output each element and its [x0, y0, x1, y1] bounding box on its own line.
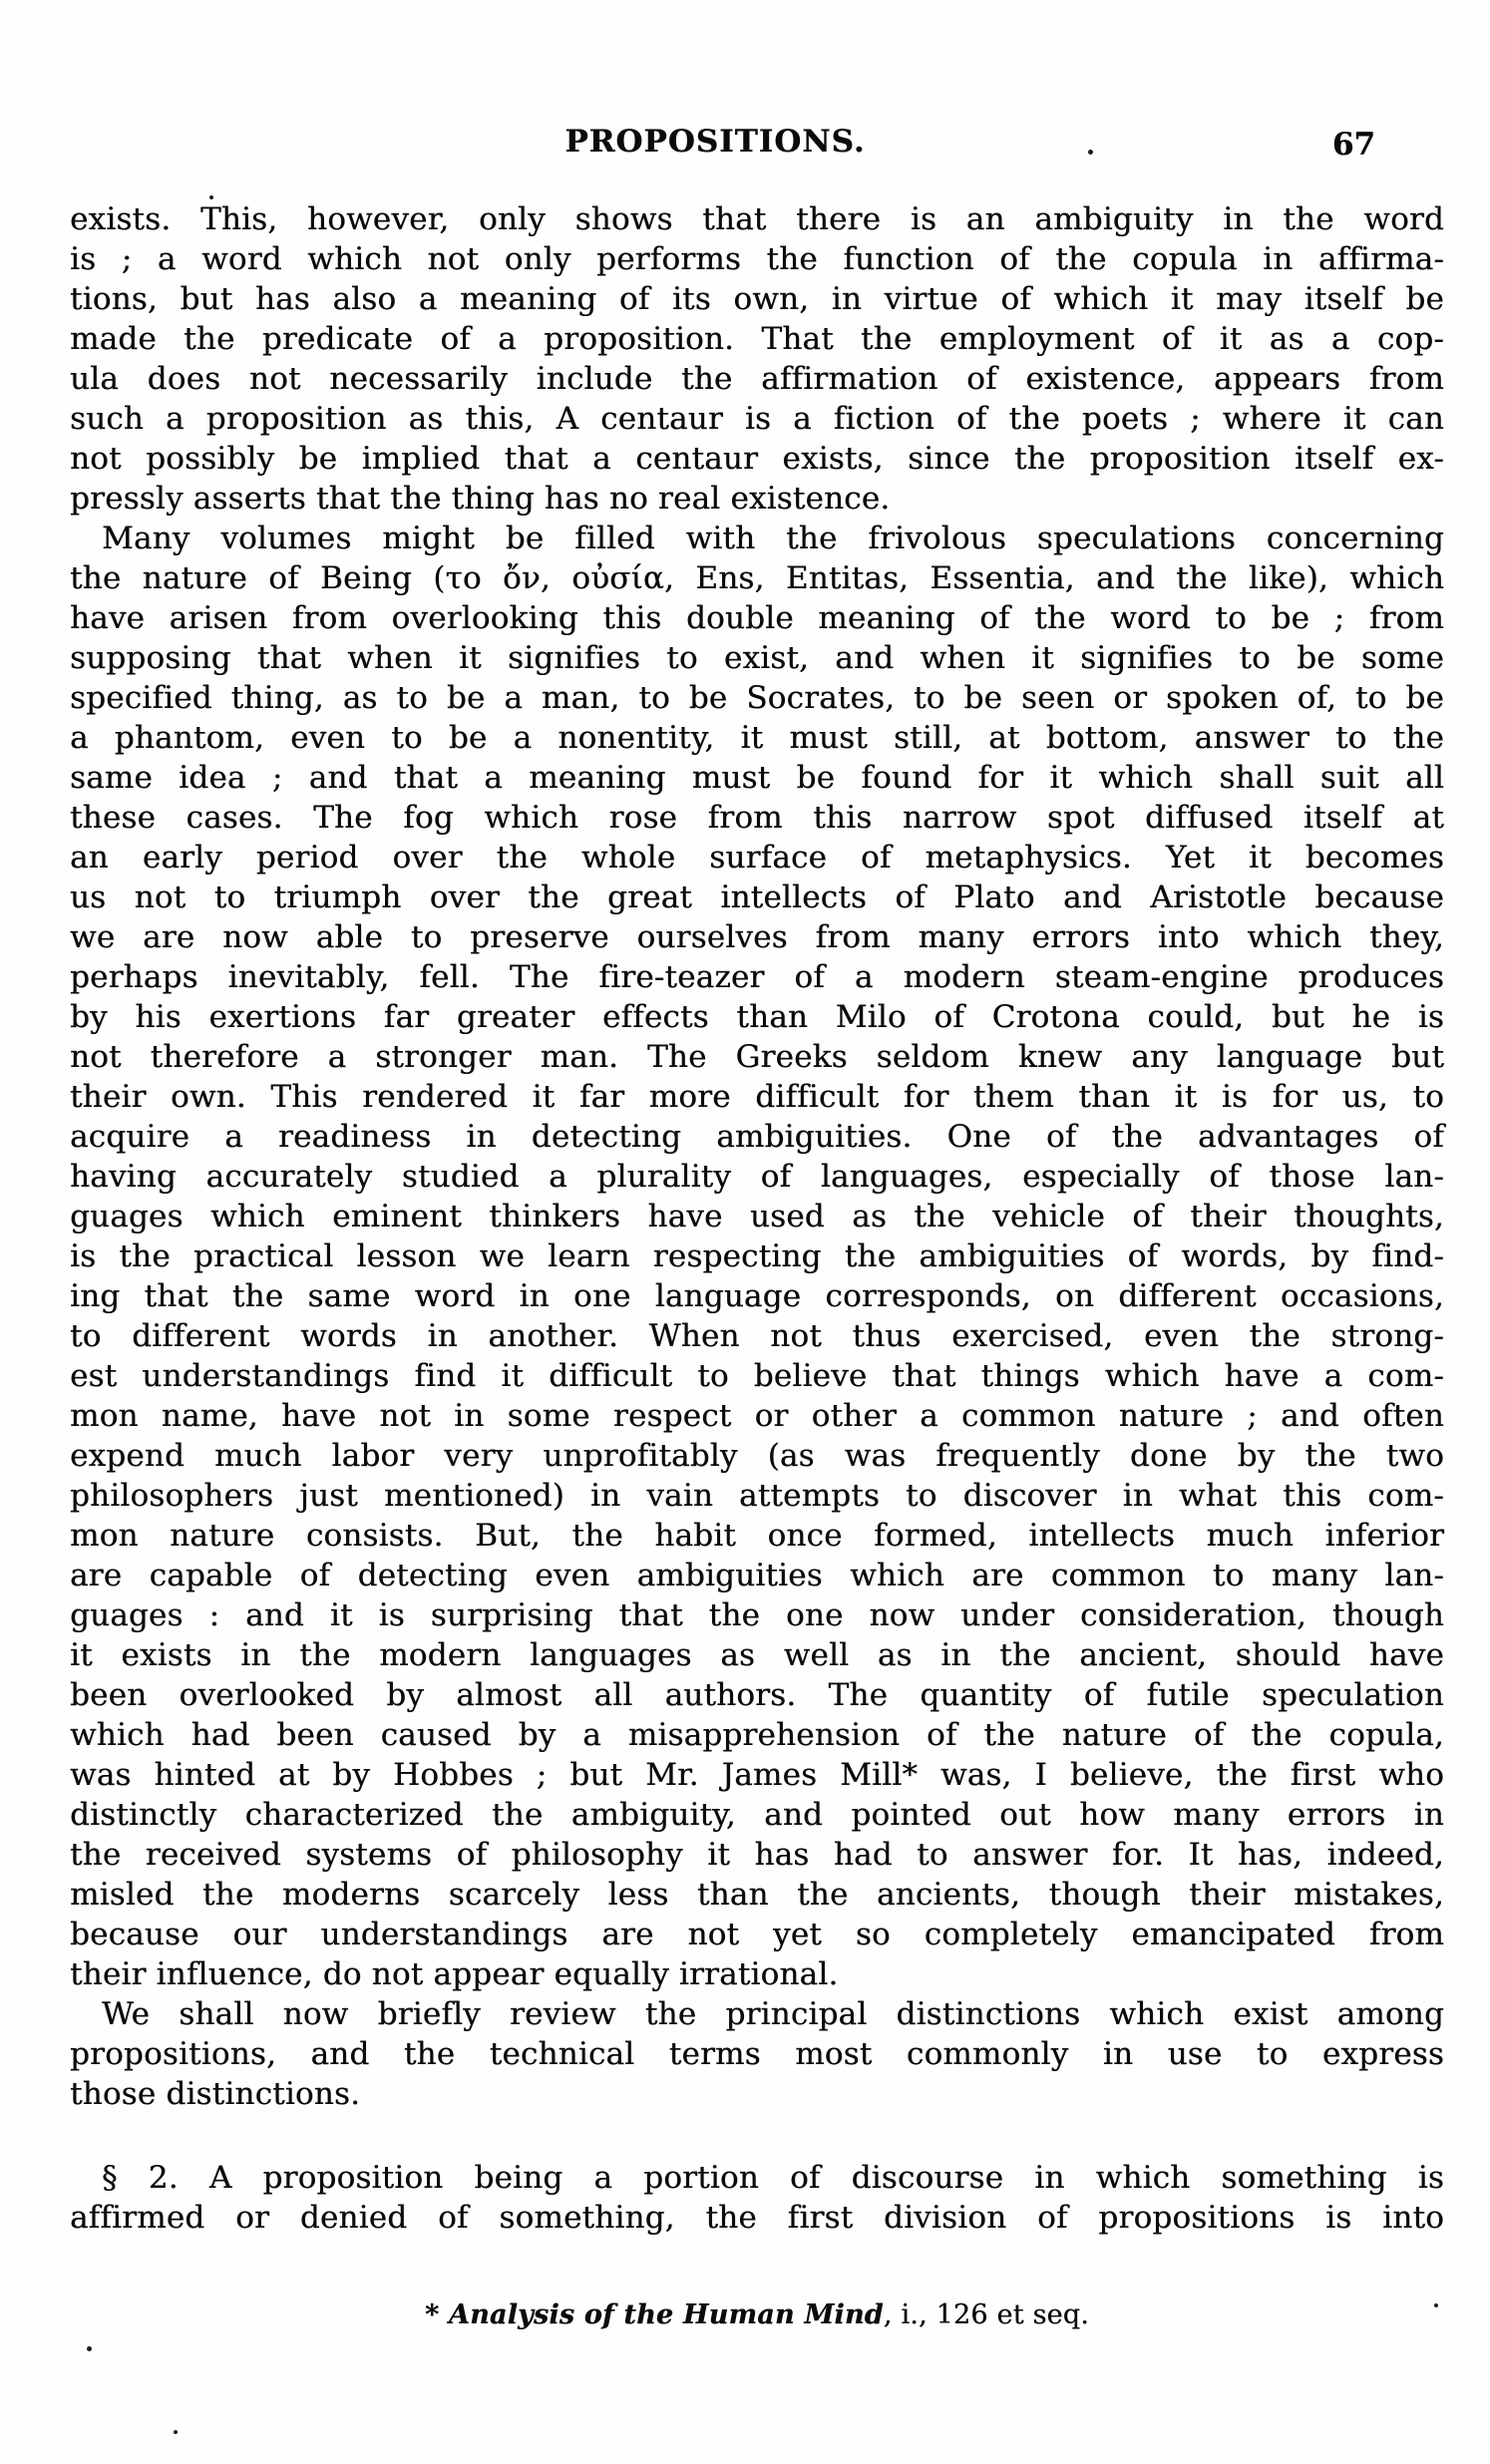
text-segment: are capable of detecting even ambiguities which are common to many lan- [70, 1558, 1444, 1593]
text-segment: mon name, have not in some respect or other a common nature ; and often [70, 1398, 1444, 1434]
emphasized-text: Analysis of the Human Mind [448, 2299, 884, 2330]
emphasized-text: * [425, 2299, 449, 2330]
text-line [70, 519, 1444, 558]
text-segment: having accurately studied a plurality of languages, especially of those lan- [70, 1159, 1444, 1195]
text-line [70, 1197, 1444, 1236]
paragraph [70, 1994, 1444, 2114]
footnote-line [425, 2299, 1089, 2330]
text-segment: exists. This, however, only shows that there is an ambiguity in the word [70, 201, 1444, 237]
text-line [70, 638, 1444, 678]
text-line [70, 319, 1444, 359]
text-segment: ; a word which not only performs the function of the copula in affirma- [96, 241, 1444, 277]
text-line [70, 558, 1444, 598]
text-line [70, 1875, 1444, 1915]
text-line [70, 359, 1444, 399]
emphasized-text: be [448, 720, 488, 756]
text-segment: guages which eminent thinkers have used as the vehicle of their thoughts, [70, 1199, 1444, 1234]
text-line [70, 1675, 1444, 1715]
text-line [70, 1396, 1444, 1436]
text-line [70, 1476, 1444, 1516]
text-segment: distinctly characterized the ambiguity, and pointed out how many errors in [70, 1797, 1444, 1833]
text-line [70, 1157, 1444, 1197]
text-segment: these cases. The fog which rose from this narrow spot diffused itself at [70, 800, 1444, 836]
text-line [70, 598, 1444, 638]
text-line [70, 758, 1444, 798]
emphasized-text: be [963, 680, 1003, 716]
text-line [70, 1635, 1444, 1675]
text-line [70, 1994, 1444, 2034]
text-segment: the received systems of philosophy it has had to answer for. It has, indeed, [70, 1837, 1444, 1873]
text-segment: supposing that when it signifies [70, 640, 667, 676]
page-body [70, 199, 1444, 2238]
emphasized-text: is [70, 241, 97, 277]
text-line [70, 1236, 1444, 1276]
text-segment: misled the moderns scarcely less than the ancients, though their mistakes, [70, 1877, 1444, 1913]
text-segment: Many volumes might be filled with the frivolous speculations concerning [102, 521, 1444, 556]
text-line [70, 199, 1444, 239]
emphasized-text: be [688, 680, 728, 716]
text-line [70, 1276, 1444, 1316]
text-line [70, 1516, 1444, 1556]
text-segment: we are now able to preserve ourselves from many errors into which they, [70, 919, 1444, 955]
text-segment: been overlooked by almost all authors. The quantity of futile speculation [70, 1677, 1444, 1713]
paragraph [70, 2158, 1444, 2238]
text-line [70, 1117, 1444, 1157]
text-segment: have arisen from overlooking this double meaning of the word [70, 600, 1216, 636]
text-segment: ; from [1309, 600, 1444, 636]
text-segment: philosophers just mentioned) in vain attempts to discover in what this com- [70, 1478, 1444, 1514]
text-segment: it exists in the modern languages as well as in the ancient, should have [70, 1637, 1444, 1673]
text-line [70, 2158, 1444, 2198]
text-line [70, 1077, 1444, 1117]
text-segment: guages : and it is surprising that the one now under consideration, though [70, 1597, 1444, 1633]
text-segment: propositions, and the technical terms most commonly in use to express [70, 2036, 1444, 2072]
text-segment: which had been caused by a misapprehension of the nature of the copula, [70, 1717, 1444, 1753]
text-line [70, 439, 1444, 479]
text-line [70, 1316, 1444, 1356]
emphasized-text: το ὄν, οὐσία [445, 560, 665, 596]
text-segment: expend much labor very unprofitably (as was frequently done by the two [70, 1438, 1444, 1474]
text-line [70, 239, 1444, 279]
text-line [70, 1595, 1444, 1635]
text-segment: ing that the same word in one language corresponds, on different occasions, [70, 1278, 1444, 1314]
text-segment: an early period over the whole surface of metaphysics. Yet it becomes [70, 840, 1444, 876]
text-segment: not therefore a stronger man. The Greeks seldom knew any language but [70, 1039, 1444, 1075]
emphasized-text: be [1405, 680, 1444, 716]
text-segment: seen or spoken of, to [1002, 680, 1406, 716]
text-line [70, 917, 1444, 957]
text-segment: us not to triumph over the great intellects of Plato and Aristotle because [70, 880, 1444, 915]
text-line [70, 1037, 1444, 1077]
paragraph [70, 519, 1444, 1994]
text-segment: pressly asserts that the thing has no real existence. [70, 481, 891, 517]
text-segment: was hinted at by Hobbes ; but Mr. James Mill* was, I believe, the first who [70, 1757, 1444, 1793]
text-segment: specified thing, as to [70, 680, 447, 716]
text-line [70, 1954, 1444, 1994]
emphasized-text: to be [1215, 600, 1310, 636]
text-segment: because our understandings are not yet so completely emancipated from [70, 1917, 1444, 1952]
text-segment: to different words in another. When not thus exercised, even the strong- [70, 1318, 1444, 1354]
page-header [0, 124, 1490, 170]
text-line [70, 2034, 1444, 2074]
text-line [70, 2198, 1444, 2238]
text-line [70, 1715, 1444, 1755]
text-segment: their own. This rendered it far more difficult for them than it is for us, to [70, 1079, 1444, 1115]
text-line [70, 957, 1444, 997]
text-segment: a phantom, even to [70, 720, 449, 756]
text-segment: mon nature consists. But, the habit once formed, intellects much inferior [70, 1518, 1444, 1554]
text-segment: a man, to [485, 680, 689, 716]
scan-speck [87, 2346, 92, 2351]
emphasized-text: be [446, 680, 486, 716]
text-segment: a nonentity, it must still, at bottom, answer to the [487, 720, 1444, 756]
text-line [70, 279, 1444, 319]
text-line [70, 798, 1444, 838]
paragraph [70, 199, 1444, 519]
text-line [70, 1356, 1444, 1396]
text-line [70, 1556, 1444, 1595]
text-line [70, 399, 1444, 439]
text-line [70, 718, 1444, 758]
emphasized-text: to exist [666, 640, 800, 676]
text-segment: made the predicate of a proposition. That the employment of it as a cop- [70, 321, 1444, 357]
text-segment: not possibly be implied that a centaur exists, since the proposition itself ex- [70, 441, 1444, 477]
text-line [70, 1436, 1444, 1476]
emphasized-text: be [1297, 640, 1335, 676]
text-line [70, 878, 1444, 917]
text-line [70, 479, 1444, 519]
text-segment: perhaps inevitably, fell. The fire-teazer of a modern steam-engine produces [70, 959, 1444, 995]
text-segment: , Ens, Entitas, Essentia, and the like), which [664, 560, 1445, 596]
text-segment: acquire a readiness in detecting ambiguities. One of the advantages of [70, 1119, 1444, 1155]
text-segment: those distinctions. [70, 2076, 361, 2112]
text-segment: , and when it signifies to [799, 640, 1298, 676]
text-segment: tions, but has also a meaning of its own, in virtue of which it may itself be [70, 281, 1444, 317]
running-title: PROPOSITIONS. [564, 124, 866, 160]
scan-speck [174, 2430, 178, 2434]
text-line [70, 1915, 1444, 1954]
text-segment: We shall now briefly review the principal distinctions which exist among [102, 1996, 1444, 2032]
text-segment: same idea ; and that a meaning must be found for it which shall suit all [70, 760, 1444, 796]
text-segment: est understandings find it difficult to believe that things which have a com- [70, 1358, 1444, 1394]
text-segment: , i., 126 et seq. [883, 2299, 1089, 2330]
text-segment: by his exertions far greater effects than Milo of Crotona could, but he is [70, 999, 1444, 1035]
text-segment: some [1334, 640, 1445, 676]
page-number: 67 [1331, 127, 1375, 163]
text-line [70, 1755, 1444, 1795]
text-segment: such a proposition as this, A centaur is a fiction of the poets ; where it can [70, 401, 1444, 437]
text-line [70, 838, 1444, 878]
footnote [70, 2299, 1444, 2330]
text-segment: is the practical lesson we learn respecting the ambiguities of words, by find- [70, 1238, 1444, 1274]
text-line [70, 678, 1444, 718]
text-line [70, 2074, 1444, 2114]
text-line [70, 1795, 1444, 1835]
text-segment: ula does not necessarily include the affirmation of existence, appears from [70, 361, 1444, 397]
text-segment: their influence, do not appear equally irrational. [70, 1956, 839, 1992]
text-segment: § 2. A proposition being a portion of discourse in which something is [102, 2160, 1444, 2196]
text-segment: Socrates, to [727, 680, 964, 716]
text-line [70, 997, 1444, 1037]
text-line [70, 1835, 1444, 1875]
text-segment: affirmed or denied of something, the first division of propositions is into [70, 2200, 1444, 2236]
text-segment: the nature of Being ( [70, 560, 446, 596]
